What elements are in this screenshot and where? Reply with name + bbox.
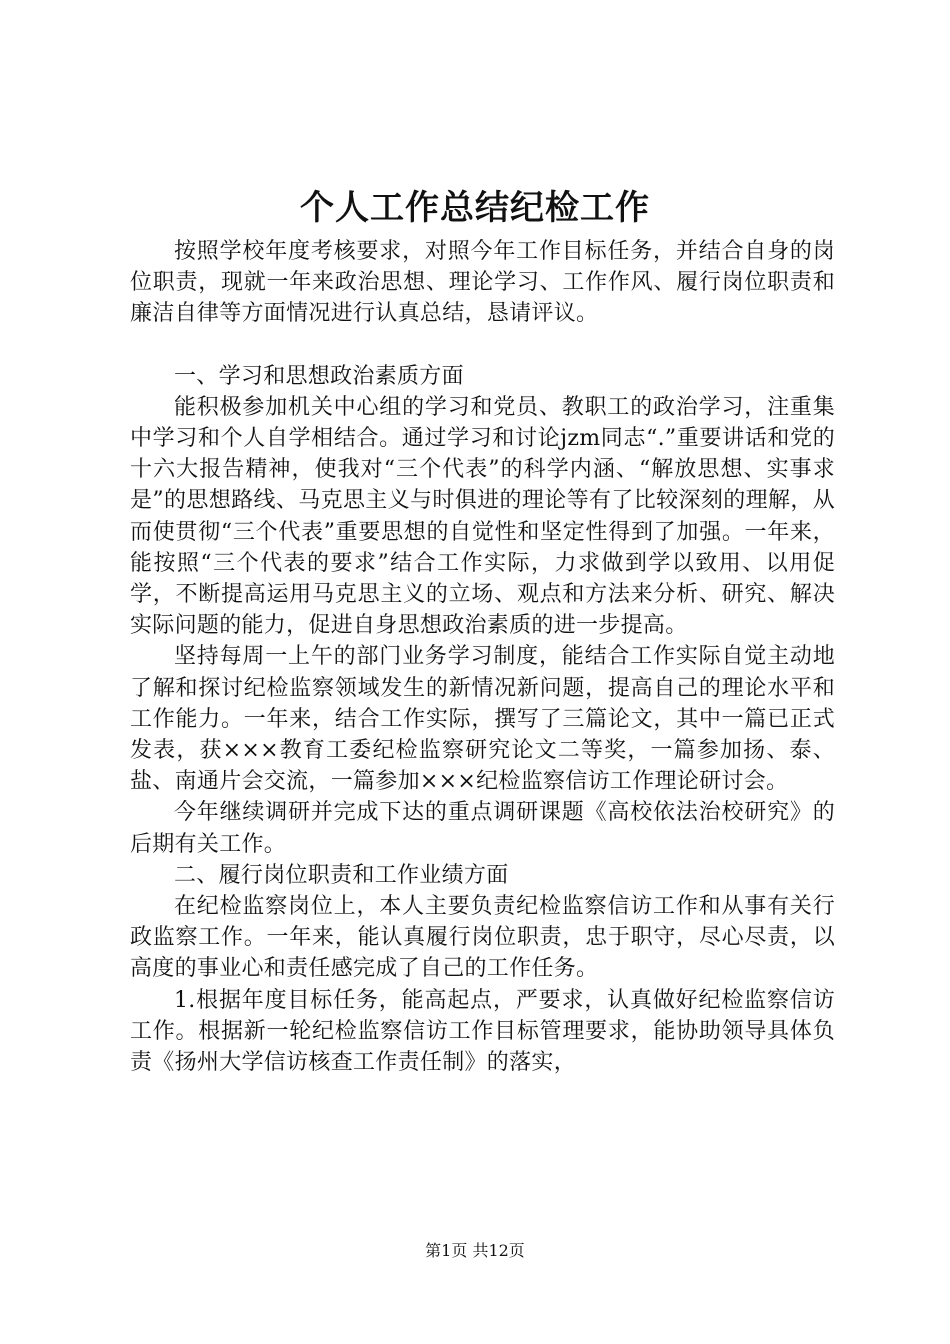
- document-title: 个人工作总结纪检工作: [300, 188, 650, 228]
- section-heading-1: 一、学习和思想政治素质方面: [174, 363, 464, 389]
- section1-paragraph-1: 能积极参加机关中心组的学习和党员、教职工的政治学习，注重集中学习和个人自学相结合。通过学习和讨论jzm同志“.”重要讲话和党的十六大报告精神，使我对“三个代表”的科学内涵、“解放思想、实事求是”的思想路线、马克思主义与时俱进的理论等有了比较深刻的理解，从而使贯彻“三个代表”重要思想的自觉性和坚定性得到了加强。一年来，能按照“三个代表的要求”结合工作实际，力求做到学以致用、以用促学，不断提高运用马克思主义的立场、观点和方法来分析、研究、解决实际问题的能力，促进自身思想政治素质的进一步提高。: [130, 394, 835, 639]
- section1-paragraph-3: 今年继续调研并完成下达的重点调研课题《高校依法治校研究》的后期有关工作。: [130, 800, 835, 857]
- page-footer: 第1页 共12页: [425, 1241, 525, 1260]
- section1-paragraph-2: 坚持每周一上午的部门业务学习制度，能结合工作实际自觉主动地了解和探讨纪检监察领域发生的新情况新问题，提高自己的理论水平和工作能力。一年来，结合工作实际，撰写了三篇论文，其中一篇已正式发表，获×××教育工委纪检监察研究论文二等奖，一篇参加扬、泰、盐、南通片会交流，一篇参加×××纪检监察信访工作理论研讨会。: [130, 644, 835, 795]
- paragraph-spacer: [130, 330, 835, 361]
- document-body: [130, 236, 835, 1078]
- section2-item-1: 1.根据年度目标任务，能高起点，严要求，认真做好纪检监察信访工作。根据新一轮纪检监察信访工作目标管理要求，能协助领导具体负责《扬州大学信访核查工作责任制》的落实，: [130, 987, 835, 1076]
- intro-paragraph: 按照学校年度考核要求，对照今年工作目标任务，并结合自身的岗位职责，现就一年来政治思想、理论学习、工作作风、履行岗位职责和廉洁自律等方面情况进行认真总结，恳请评议。: [130, 239, 835, 327]
- section2-paragraph-1: 在纪检监察岗位上，本人主要负责纪检监察信访工作和从事有关行政监察工作。一年来，能认真履行岗位职责，忠于职守，尽心尽责，以高度的事业心和责任感完成了自己的工作任务。: [130, 894, 835, 982]
- section-heading-2: 二、履行岗位职责和工作业绩方面: [174, 862, 509, 888]
